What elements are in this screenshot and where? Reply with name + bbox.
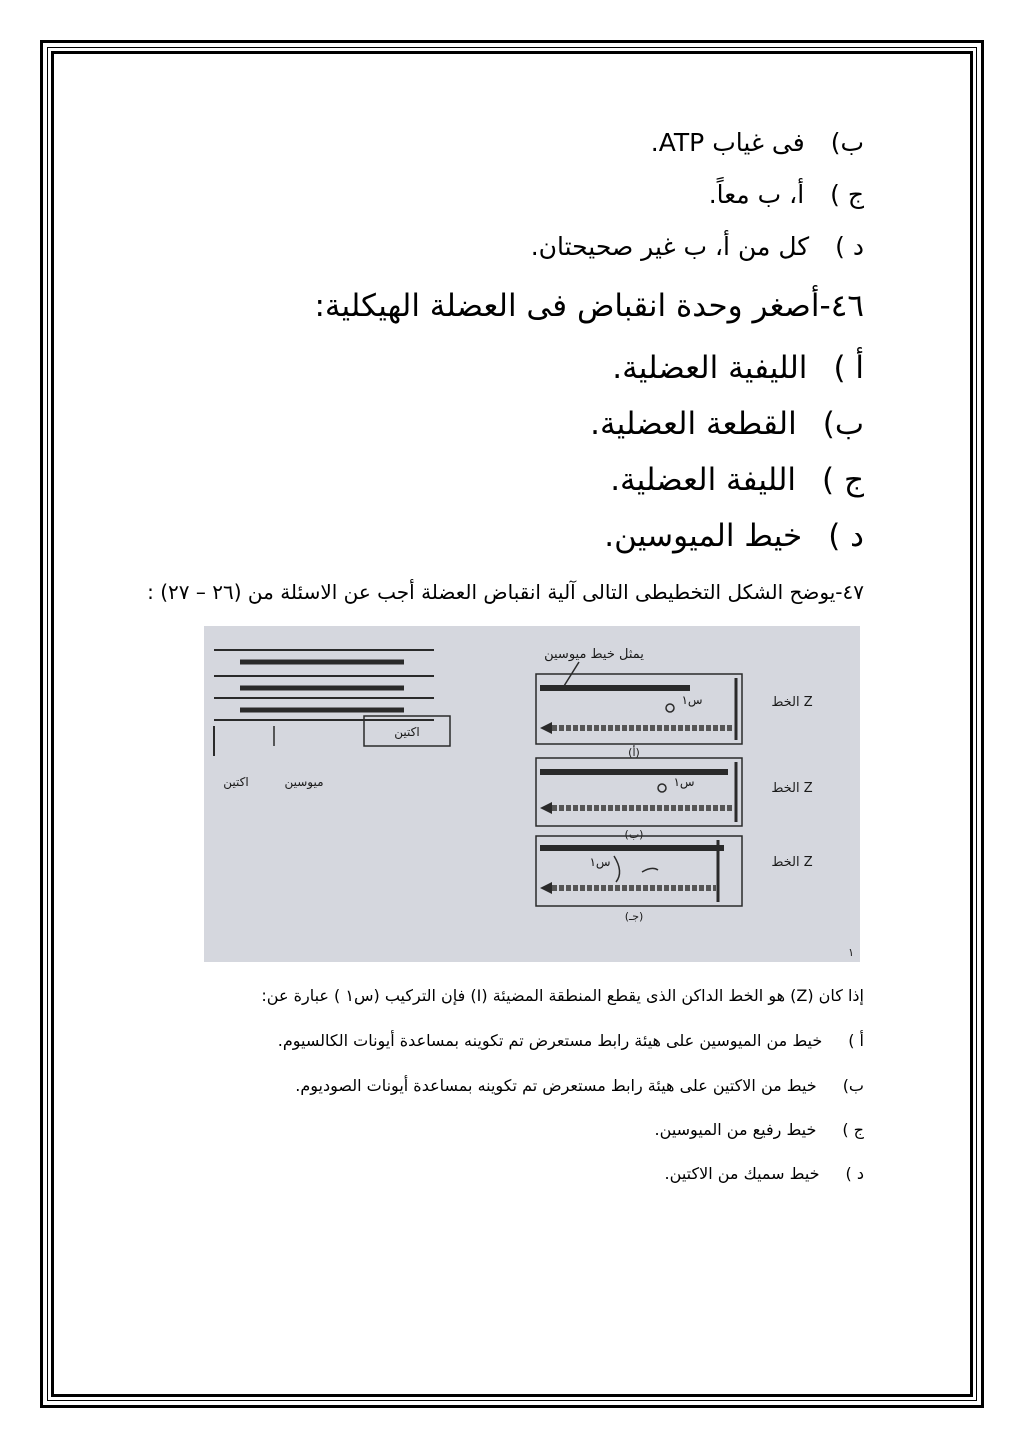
left-sarcomere (214, 650, 450, 756)
panel-c (536, 836, 742, 906)
q47-choice-b: ب)خيط من الاكتين على هيئة رابط مستعرض تم تكوينه بمساعدة أيونات الصوديوم. (295, 1076, 864, 1095)
panel-b (536, 758, 742, 826)
q46-question: ٤٦-أصغر وحدة انقباض فى العضلة الهيكلية: (314, 288, 864, 324)
q46-choice-d: د )خيط الميوسين. (604, 518, 864, 554)
z-line-label-b: الخط Z (771, 781, 813, 796)
actin-box-label: اكتين (394, 725, 420, 739)
q47-choice-d: د )خيط سميك من الاكتين. (664, 1164, 864, 1183)
q46-choice-c: ج )الليفة العضلية. (610, 462, 864, 498)
panel-c-label: (جـ) (624, 910, 644, 923)
myosin-pointer-label: يمثل خيط ميوسين (544, 647, 644, 662)
s1-label-c: س١ (589, 855, 611, 869)
corner-number: ١ (848, 946, 854, 959)
muscle-contraction-diagram (204, 626, 860, 962)
q47-question: إذا كان (Z) هو الخط الداكن الذى يقطع المنطقة المضيئة (I) فإن التركيب (س١ ) عبارة عن: (261, 986, 864, 1005)
panel-b-label: (ب) (624, 828, 644, 841)
q46-choice-a: أ )الليفية العضلية. (612, 350, 864, 386)
s1-label-b: س١ (673, 775, 695, 789)
z-line-label-c: الخط Z (771, 855, 813, 870)
q45-choice-c: ج )أ، ب معاً. (708, 180, 864, 209)
s1-label-a: س١ (681, 693, 703, 707)
q47-choice-c: ج )خيط رفيع من الميوسين. (654, 1120, 864, 1139)
q47-intro: ٤٧-يوضح الشكل التخطيطى التالى آلية انقباض العضلة أجب عن الاسئلة من (٢٦ – ٢٧) : (147, 580, 864, 604)
panel-a-label: (أ) (628, 746, 640, 759)
q47-choice-a: أ )خيط من الميوسين على هيئة رابط مستعرض تم تكوينه بمساعدة أيونات الكالسيوم. (277, 1031, 864, 1050)
z-line-label-a: الخط Z (771, 695, 813, 710)
q45-choice-d: د )كل من أ، ب غير صحيحتان. (530, 232, 864, 261)
q46-choice-b: ب)القطعة العضلية. (590, 406, 864, 442)
panel-a (536, 674, 742, 744)
actin-label: اكتين (223, 775, 249, 789)
myosin-label: ميوسين (284, 775, 324, 789)
diagram-svg (204, 626, 860, 962)
q45-choice-b: ب)فى غياب ATP. (650, 128, 864, 157)
